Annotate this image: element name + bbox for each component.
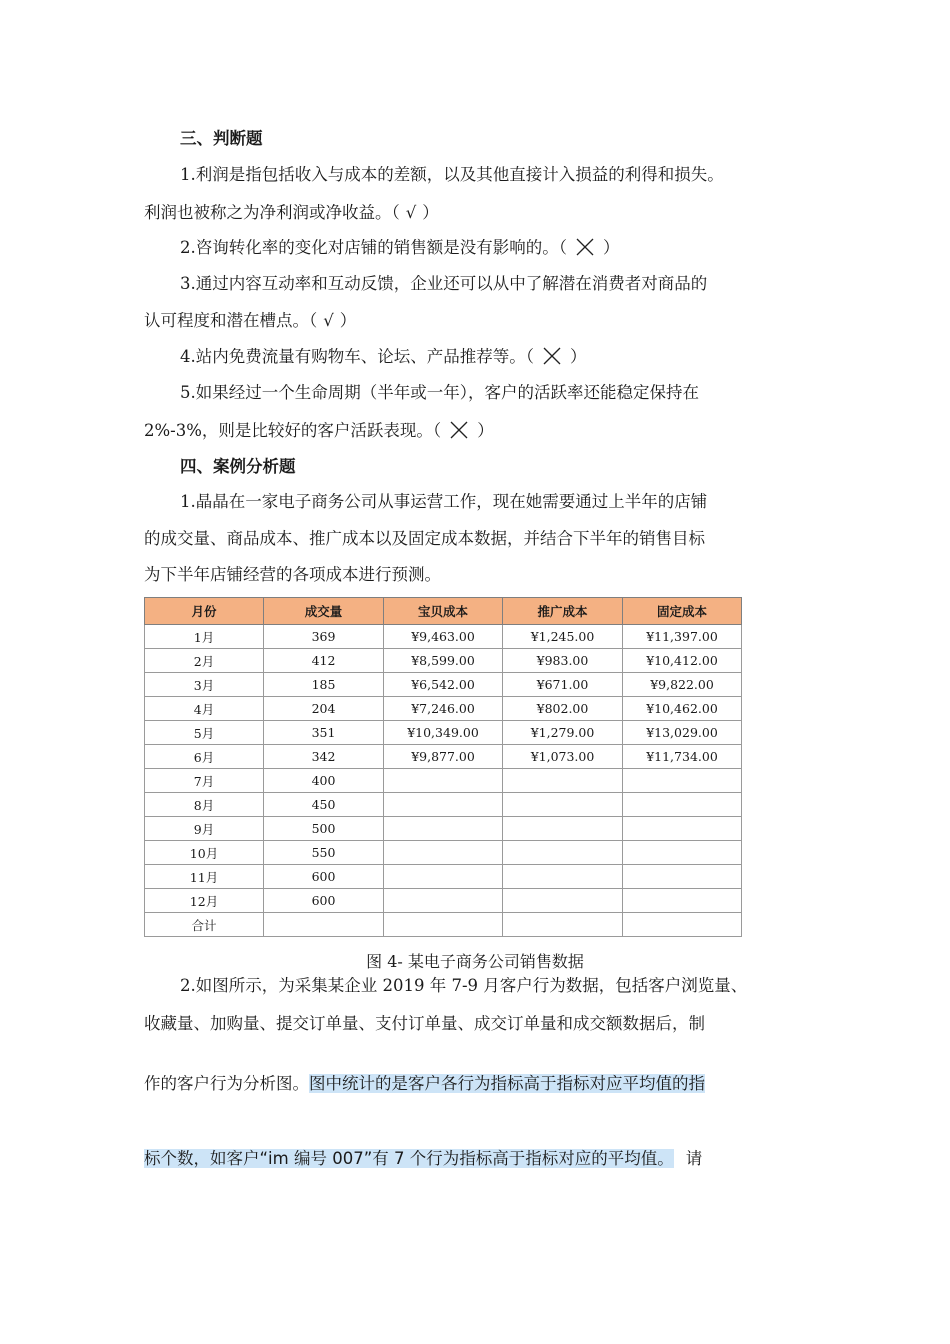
table-cell: ¥11,397.00 (623, 625, 742, 649)
q1-line2 (144, 202, 439, 224)
table-row (145, 649, 742, 673)
table-row (145, 913, 742, 937)
header-fixed-cost: 固定成本 (623, 598, 742, 625)
table-cell (623, 793, 742, 817)
table-cell: 351 (264, 721, 384, 745)
table-cell: 7月 (145, 769, 264, 793)
header-promo-cost: 推广成本 (503, 598, 623, 625)
table-cell: ¥6,542.00 (384, 673, 503, 697)
table-row (145, 865, 742, 889)
figure-caption: 图 4- 某电子商务公司销售数据 (366, 952, 584, 971)
case2-line2: 收藏量、加购量、提交订单量、支付订单量、成交订单量和成交额数据后，制 (144, 1014, 705, 1033)
table-cell: ¥11,734.00 (623, 745, 742, 769)
table-cell (384, 793, 503, 817)
table-cell: 11月 (145, 865, 264, 889)
table-cell: 4月 (145, 697, 264, 721)
table-cell (503, 793, 623, 817)
table-row (145, 673, 742, 697)
case2-line4-tail: 请 (685, 1149, 703, 1168)
header-month: 月份 (145, 598, 264, 625)
table-cell: ¥671.00 (503, 673, 623, 697)
table-cell: 10月 (145, 841, 264, 865)
case2-line3-text: 作的客户行为分析图。 (144, 1074, 309, 1093)
table-cell (384, 889, 503, 913)
table-cell: 185 (264, 673, 384, 697)
table-cell (623, 889, 742, 913)
q4-close: ） (570, 347, 587, 366)
table-header-row (145, 598, 742, 625)
table-row (145, 793, 742, 817)
table-cell: ¥1,245.00 (503, 625, 623, 649)
table-cell (623, 769, 742, 793)
case2-line4 (144, 1148, 702, 1170)
table-cell: 400 (264, 769, 384, 793)
q3-line1: 3.通过内容互动率和互动反馈，企业还可以从中了解潜在消费者对商品的 (180, 274, 708, 293)
table-cell (503, 817, 623, 841)
table-cell (384, 865, 503, 889)
q5-line2 (144, 420, 494, 442)
table-cell: 8月 (145, 793, 264, 817)
cross-mark-icon (575, 238, 595, 256)
table-cell (623, 841, 742, 865)
table-cell: ¥9,877.00 (384, 745, 503, 769)
header-volume: 成交量 (264, 598, 384, 625)
table-cell (503, 841, 623, 865)
table-row (145, 721, 742, 745)
table-cell: 9月 (145, 817, 264, 841)
table-cell (384, 913, 503, 937)
table-cell (384, 769, 503, 793)
section-3-title: 三、判断题 (180, 129, 263, 148)
check-mark-icon: √ (323, 311, 334, 330)
table-cell: ¥983.00 (503, 649, 623, 673)
table-cell (264, 913, 384, 937)
table-cell: ¥1,279.00 (503, 721, 623, 745)
table-cell: 550 (264, 841, 384, 865)
table-cell: 2月 (145, 649, 264, 673)
table-row (145, 625, 742, 649)
table-cell: 1月 (145, 625, 264, 649)
check-mark-icon: √ (405, 203, 417, 222)
section-4-title: 四、案例分析题 (180, 457, 296, 476)
table-cell (503, 913, 623, 937)
cross-mark-icon (542, 347, 562, 365)
case1-line3: 为下半年店铺经营的各项成本进行预测。 (144, 565, 441, 584)
table-cell: ¥9,463.00 (384, 625, 503, 649)
table-cell: 500 (264, 817, 384, 841)
table-cell: 342 (264, 745, 384, 769)
sales-data-table (144, 597, 742, 937)
table-cell: ¥7,246.00 (384, 697, 503, 721)
table-row (145, 817, 742, 841)
q3-text: 认可程度和潜在槽点。（ (144, 311, 318, 330)
table-cell: 合计 (145, 913, 264, 937)
table-cell: 450 (264, 793, 384, 817)
table-cell: ¥10,349.00 (384, 721, 503, 745)
table-cell: 12月 (145, 889, 264, 913)
cross-mark-icon (449, 421, 469, 439)
table-row (145, 745, 742, 769)
case2-line3 (144, 1073, 705, 1095)
table-cell (503, 865, 623, 889)
table-row (145, 697, 742, 721)
table-cell (623, 913, 742, 937)
q1-text: 利润也被称之为净利润或净收益。（ (144, 203, 400, 222)
case1-line2: 的成交量、商品成本、推广成本以及固定成本数据，并结合下半年的销售目标 (144, 529, 705, 548)
q3-close: ） (339, 311, 357, 330)
q1-line1: 1.利润是指包括收入与成本的差额，以及其他直接计入损益的利得和损失。 (180, 165, 724, 184)
table-cell: 600 (264, 889, 384, 913)
table-cell: 3月 (145, 673, 264, 697)
q2-line (180, 237, 620, 259)
q2-close: ） (603, 238, 620, 257)
table-row (145, 841, 742, 865)
table-cell: ¥1,073.00 (503, 745, 623, 769)
q5-text: 2%-3%，则是比较好的客户活跃表现。（ (144, 421, 442, 440)
table-cell: ¥10,412.00 (623, 649, 742, 673)
table-cell (623, 817, 742, 841)
table-cell: 412 (264, 649, 384, 673)
table-cell: ¥9,822.00 (623, 673, 742, 697)
table-cell: ¥10,462.00 (623, 697, 742, 721)
highlighted-text[interactable]: 标个数，如客户“im 编号 007”有 7 个行为指标高于指标对应的平均值。 (144, 1149, 674, 1168)
table-row (145, 889, 742, 913)
table-cell: ¥13,029.00 (623, 721, 742, 745)
q1-close: ） (422, 203, 439, 222)
header-product-cost: 宝贝成本 (384, 598, 503, 625)
table-cell: 5月 (145, 721, 264, 745)
q4-text: 4.站内免费流量有购物车、论坛、产品推荐等。（ (180, 347, 534, 366)
q2-text: 2.咨询转化率的变化对店铺的销售额是没有影响的。（ (180, 238, 567, 257)
table-cell: ¥802.00 (503, 697, 623, 721)
table-cell (384, 841, 503, 865)
highlighted-text[interactable]: 图中统计的是客户各行为指标高于指标对应平均值的指 (309, 1074, 705, 1093)
table-cell (503, 889, 623, 913)
case2-line1: 2.如图所示，为采集某企业 2019 年 7-9 月客户行为数据，包括客户浏览量、 (180, 976, 748, 995)
table-row (145, 769, 742, 793)
table-cell (384, 817, 503, 841)
table-cell: ¥8,599.00 (384, 649, 503, 673)
table-cell: 600 (264, 865, 384, 889)
table-cell: 369 (264, 625, 384, 649)
q4-line (180, 346, 587, 368)
q3-line2 (144, 310, 356, 332)
table-cell: 204 (264, 697, 384, 721)
table-cell: 6月 (145, 745, 264, 769)
table-cell (623, 865, 742, 889)
case1-line1: 1.晶晶在一家电子商务公司从事运营工作，现在她需要通过上半年的店铺 (180, 492, 708, 511)
table-cell (503, 769, 623, 793)
q5-close: ） (477, 421, 494, 440)
q5-line1: 5.如果经过一个生命周期（半年或一年），客户的活跃率还能稳定保持在 (180, 383, 699, 402)
